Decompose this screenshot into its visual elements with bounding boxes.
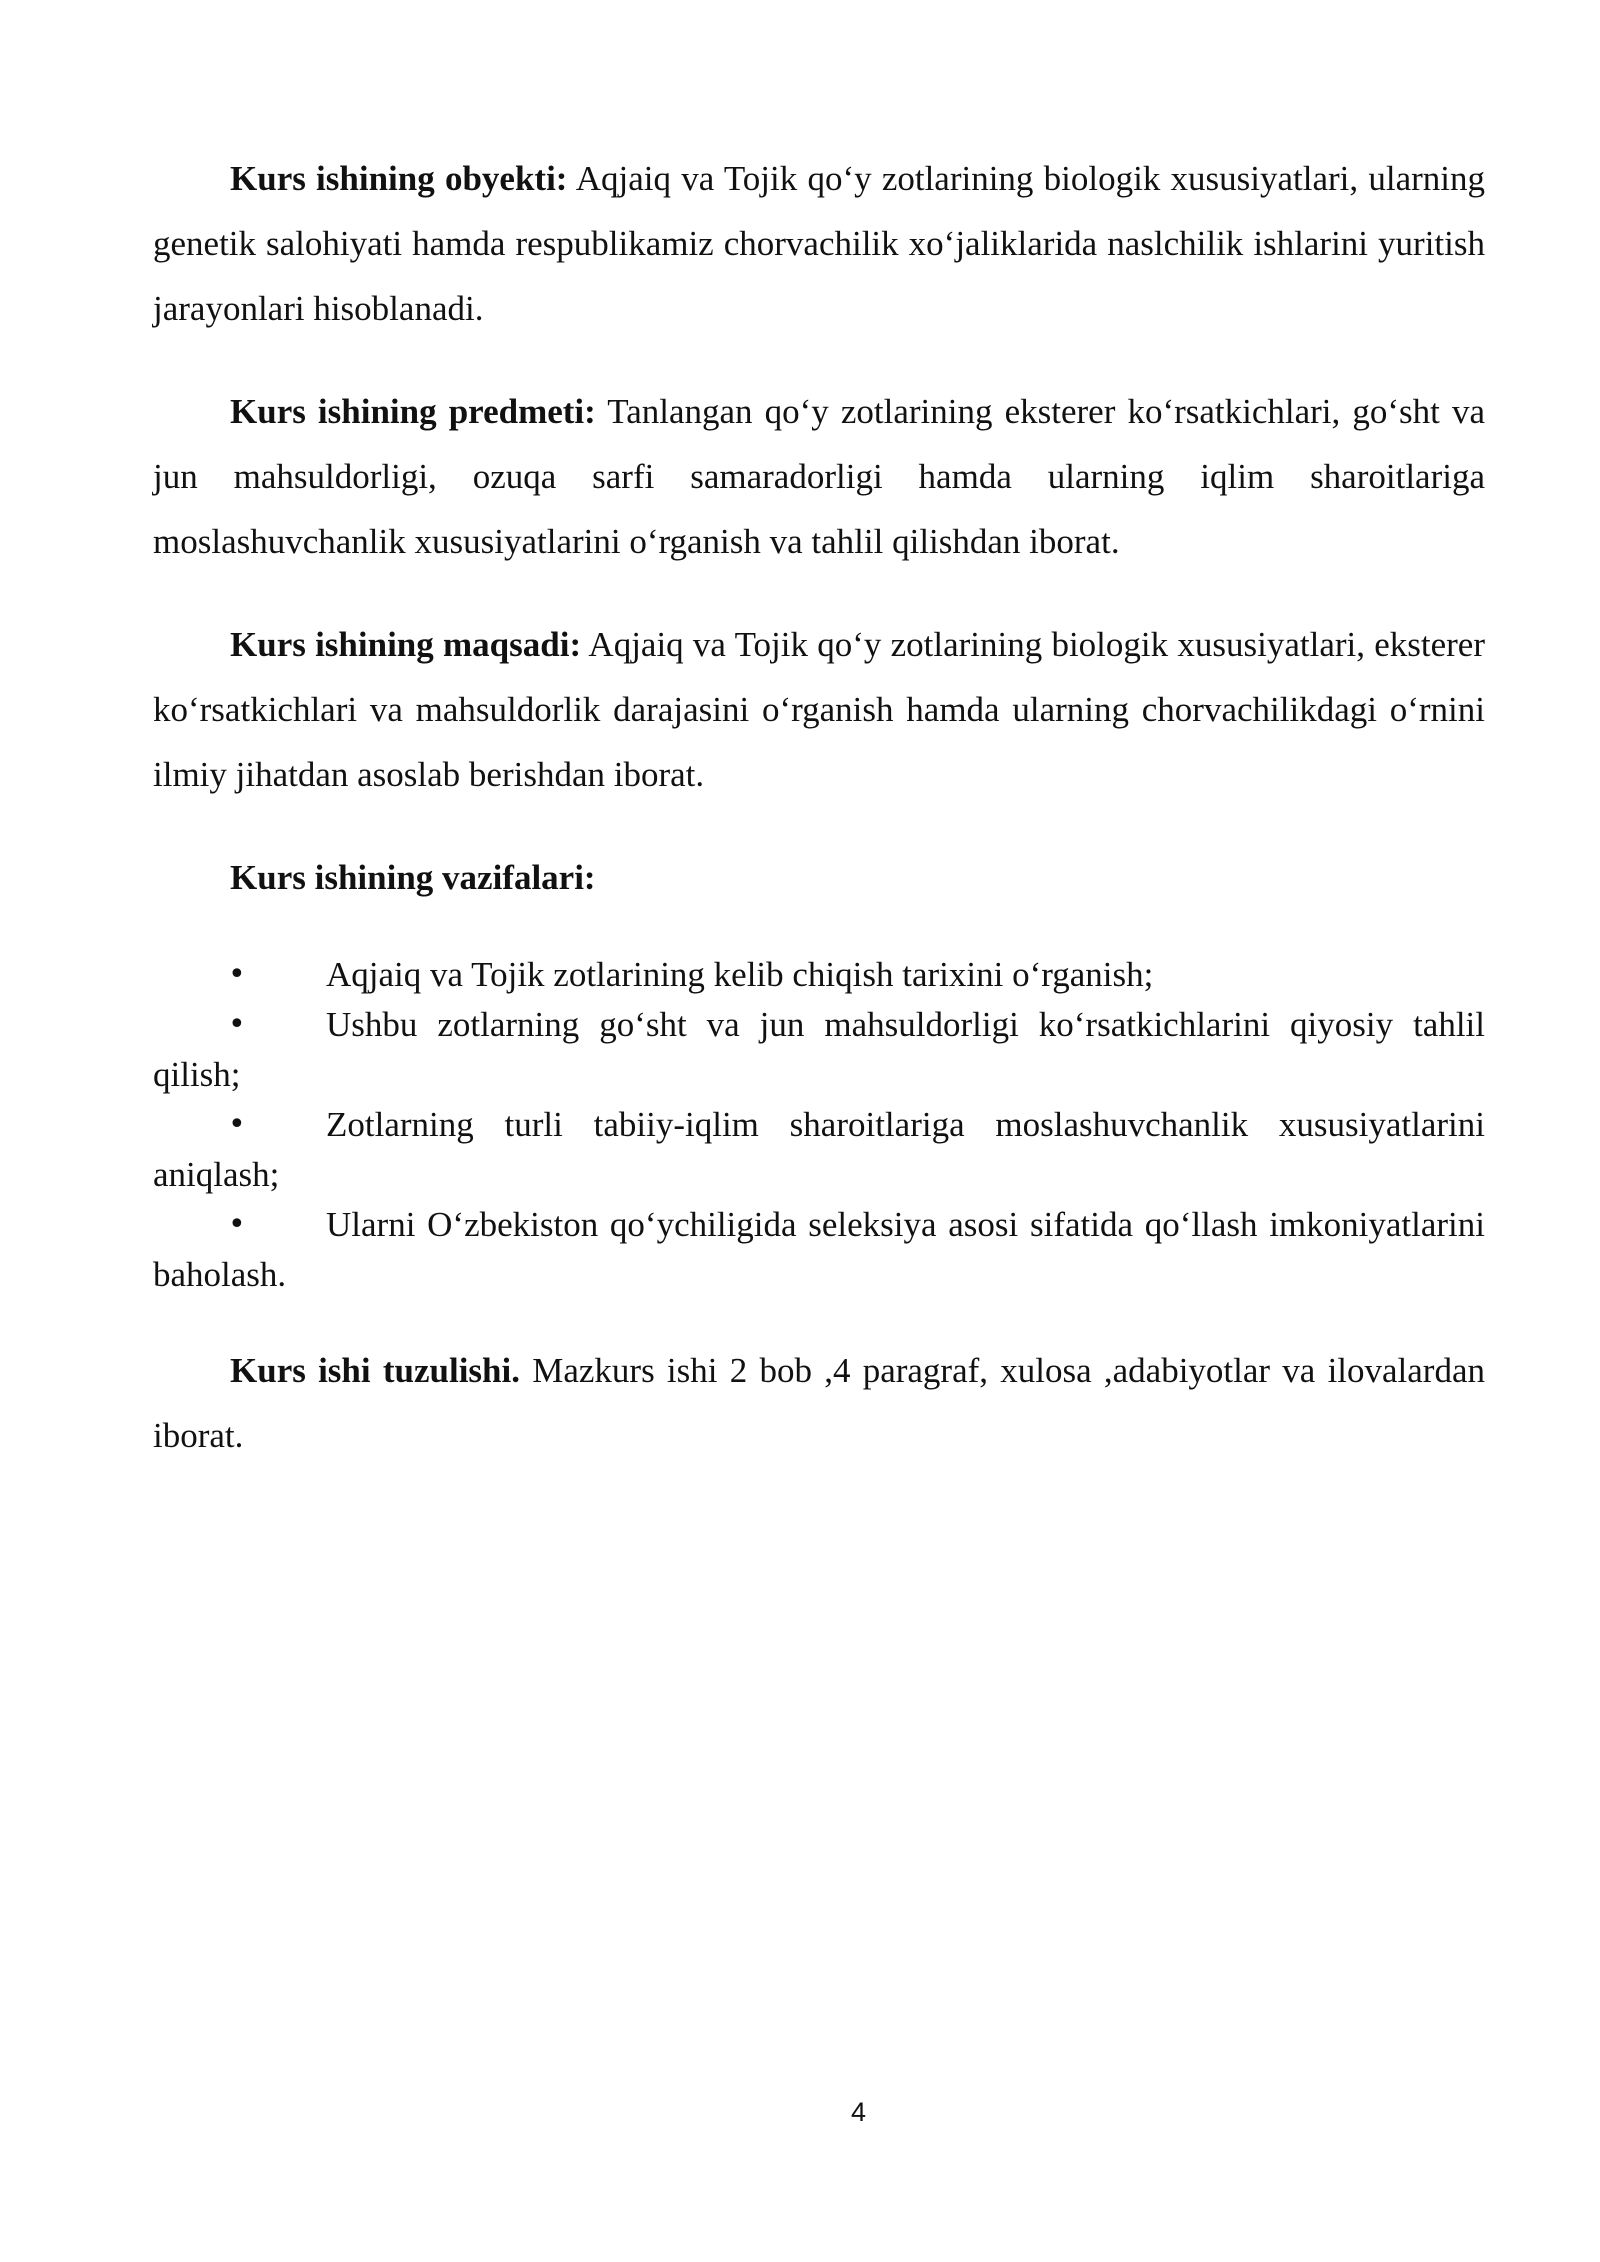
page-content <box>153 146 1485 1506</box>
list-item <box>153 1100 1485 1200</box>
goal-label: Kurs ishining maqsadi: <box>230 625 582 664</box>
goal-text: Aqjaiq va Tojik qo‘y zotlarining biologik xususiyatlari, eksterer ko‘rsatkichlari va mahsuldorlik darajasini o‘rganish hamda ularning chorvachilikdagi o‘rnini ilmiy jihatdan asoslab berishdan iborat. <box>153 625 1485 794</box>
subject-paragraph <box>153 379 1485 574</box>
structure-paragraph <box>153 1338 1485 1468</box>
list-item-text: Zotlarning turli tabiiy-iqlim sharoitlariga moslashuvchanlik xususiyatlarini aniqlash; <box>153 1105 1485 1194</box>
goal-paragraph <box>153 612 1485 807</box>
object-label: Kurs ishining obyekti: <box>230 159 568 198</box>
list-item <box>153 1000 1485 1100</box>
bullet-icon: • <box>228 1007 246 1042</box>
object-text: Aqjaiq va Tojik qo‘y zotlarining biologik xususiyatlari, ularning genetik salohiyati hamda respublikamiz chorvachilik xo‘jaliklarida naslchilik ishlarini yuritish jarayonlari hisoblanadi. <box>153 159 1485 328</box>
list-item <box>153 950 1485 1000</box>
bullet-icon: • <box>228 1107 246 1142</box>
tasks-list <box>153 950 1485 1300</box>
subject-label: Kurs ishining predmeti: <box>230 392 596 431</box>
structure-label: Kurs ishi tuzulishi. <box>230 1351 520 1390</box>
structure-text: Mazkurs ishi 2 bob ,4 paragraf, xulosa ,adabiyotlar va ilovalardan iborat. <box>153 1351 1485 1455</box>
tasks-heading: Kurs ishining vazifalari: <box>230 858 596 897</box>
list-item <box>153 1200 1485 1300</box>
list-item-text: Aqjaiq va Tojik zotlarining kelib chiqish tarixini o‘rganish; <box>326 955 1154 994</box>
page-number: 4 <box>850 2097 867 2127</box>
object-paragraph <box>153 146 1485 341</box>
bullet-icon: • <box>228 957 246 992</box>
bullet-icon: • <box>228 1207 246 1242</box>
list-item-text: Ularni O‘zbekiston qo‘ychiligida seleksiya asosi sifatida qo‘llash imkoniyatlarini baholash. <box>153 1205 1485 1294</box>
list-item-text: Ushbu zotlarning go‘sht va jun mahsuldorligi ko‘rsatkichlarini qiyosiy tahlil qilish; <box>153 1005 1485 1094</box>
subject-text: Tanlangan qo‘y zotlarining eksterer ko‘rsatkichlari, go‘sht va jun mahsuldorligi, ozuqa sarfi samaradorligi hamda ularning iqlim sharoitlariga moslashuvchanlik xususiyatlarini o‘rganish va tahlil qilishdan iborat. <box>153 392 1485 561</box>
